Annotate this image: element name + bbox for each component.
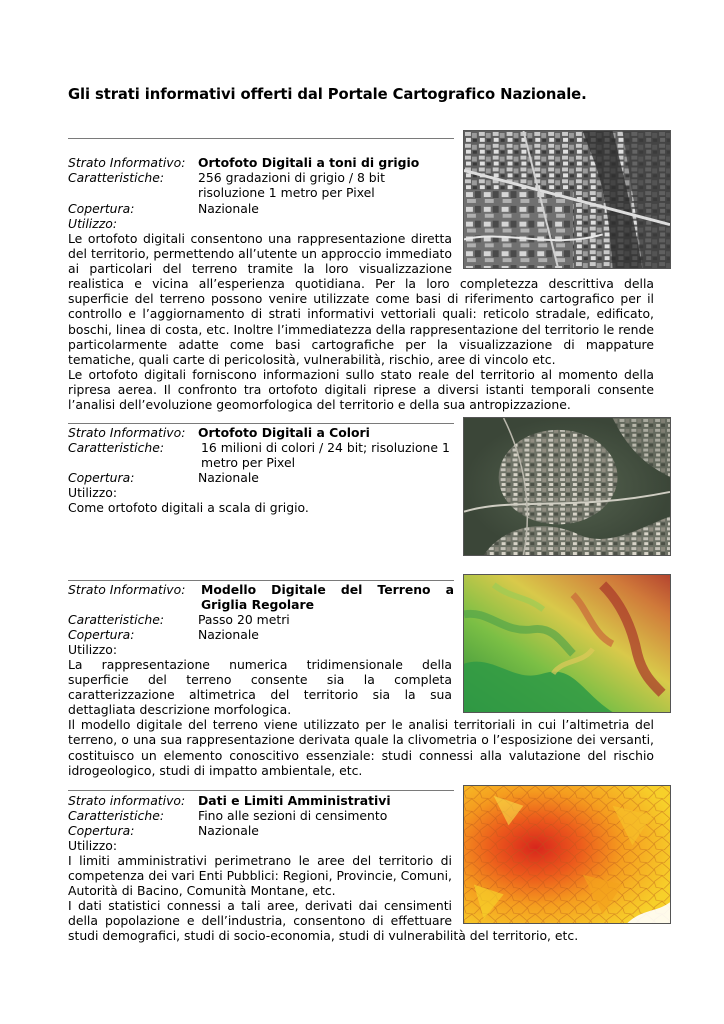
section-divider (68, 790, 454, 791)
paragraph: Le ortofoto digitali consentono una rappresentazione diretta del territorio, permettendo all’utente un approccio immediato ai particolari del terreno tramite la loro visualizzazione (68, 231, 452, 277)
coverage-value: Nazionale (198, 201, 259, 216)
use-label: Utilizzo: (68, 642, 118, 657)
field-characteristics (68, 612, 454, 627)
section-divider (68, 138, 454, 139)
layer-value: Modello Digitale del Terreno a Griglia Regolare (201, 582, 454, 613)
field-characteristics (68, 170, 454, 200)
field-coverage (68, 823, 454, 838)
coverage-label: Copertura: (68, 470, 135, 485)
field-coverage (68, 627, 454, 642)
characteristics-value: 16 milioni di colori / 24 bit; risoluzione 1 metro per Pixel (201, 440, 450, 471)
characteristics-value: Passo 20 metri (198, 612, 290, 627)
characteristics-value (198, 170, 454, 200)
characteristics-label: Caratteristiche: (68, 170, 165, 185)
layer-label: Strato Informativo: (68, 155, 186, 170)
field-layer (68, 155, 454, 170)
layer-label: Strato Informativo: (68, 425, 186, 440)
use-description (68, 853, 654, 944)
paragraph: Come ortofoto digitali a scala di grigio. (68, 500, 309, 515)
field-coverage (68, 470, 454, 485)
characteristics-label: Caratteristiche: (68, 808, 165, 823)
aerial-color-orthophoto-icon (463, 417, 671, 556)
section-terrain-model (68, 580, 654, 780)
field-layer (68, 793, 454, 808)
layer-value: Ortofoto Digitali a Colori (198, 425, 370, 440)
use-label: Utilizzo: (68, 485, 118, 500)
characteristics-value: Fino alle sezioni di censimento (198, 808, 388, 823)
paragraph: realistica e vicina all’esperienza quotidiana. Per la loro completezza descrittiva della superficie del terreno possono venire utilizzate come basi di riferimento cartografico per il controllo e l’aggiornamento di strati informativi vettoriali quali: reticolo stradale, edificato, boschi, linea di costa, etc. Inoltre l’immediatezza della rappresentazione del territorio le rende particolarmente adatte come basi cartografiche per la visualizzazione di mappature tematiche, quali carte di pericolosità, vulnerabilità, rischio, aree di vincolo etc. (68, 276, 654, 367)
coverage-label: Copertura: (68, 627, 135, 642)
coverage-label: Copertura: (68, 823, 135, 838)
use-description (68, 657, 654, 778)
characteristics-label: Caratteristiche: (68, 612, 165, 627)
field-characteristics (68, 440, 454, 470)
coverage-value: Nazionale (198, 470, 259, 485)
layer-label: Strato Informativo: (68, 582, 186, 597)
paragraph: Le ortofoto digitali forniscono informazioni sullo stato reale del territorio al momento della ripresa aerea. Il confronto tra ortofoto digitali riprese a diversi istanti temporali consente l’analisi dell’evoluzione geomorfologica del territorio e della sua antropizzazione. (68, 366, 654, 413)
section-color-orthophoto (68, 423, 654, 563)
field-characteristics (68, 808, 454, 823)
layer-value: Ortofoto Digitali a toni di grigio (198, 155, 420, 170)
paragraph: La rappresentazione numerica tridimensionale della superficie del terreno consente sia la completa caratterizzazione altimetrica del territorio sia la sua dettagliata descrizione morfologica. (68, 657, 452, 718)
coverage-value: Nazionale (198, 627, 259, 642)
field-layer (68, 582, 454, 612)
characteristics-label: Caratteristiche: (68, 440, 165, 455)
use-label: Utilizzo: (68, 216, 118, 231)
paragraph: Il modello digitale del terreno viene utilizzato per le analisi territoriali in cui l’altimetria del terreno, o una sua rappresentazione derivata quale la clivometria o l’esposizione dei versanti, costituisco un elemento conoscitivo essenziale: studi connessi alla valutazione del rischio idrogeologico, studi di impatto ambientale, etc. (68, 717, 654, 778)
paragraph: I limiti amministrativi perimetrano le aree del territorio di competenza dei vari Enti Pubblici: Regioni, Provincie, Comuni, Autorità di Bacino, Comunità Montane, etc. (68, 853, 452, 899)
use-description (68, 231, 654, 412)
section-divider (68, 423, 454, 424)
characteristics-value-line-1: 256 gradazioni di grigio / 8 bit (198, 170, 385, 185)
coverage-value: Nazionale (198, 823, 259, 838)
use-label: Utilizzo: (68, 838, 118, 853)
layer-value: Dati e Limiti Amministrativi (198, 793, 391, 808)
section-divider (68, 580, 454, 581)
page-title: Gli strati informativi offerti dal Portale Cartografico Nazionale. (68, 86, 587, 103)
section-administrative-data (68, 790, 654, 950)
paragraph: studi demografici, studi di socio-economia, studi di vulnerabilità del territorio, etc. (68, 928, 579, 944)
paragraph: I dati statistici connessi a tali aree, derivati dai censimenti della popolazione e dell’industria, consentono di effettuare (68, 898, 452, 929)
field-layer (68, 425, 454, 440)
section-grayscale-orthophoto (68, 138, 654, 413)
layer-label: Strato informativo: (68, 793, 186, 808)
characteristics-value-line-2: risoluzione 1 metro per Pixel (198, 185, 375, 201)
field-coverage (68, 201, 454, 216)
coverage-label: Copertura: (68, 201, 135, 216)
